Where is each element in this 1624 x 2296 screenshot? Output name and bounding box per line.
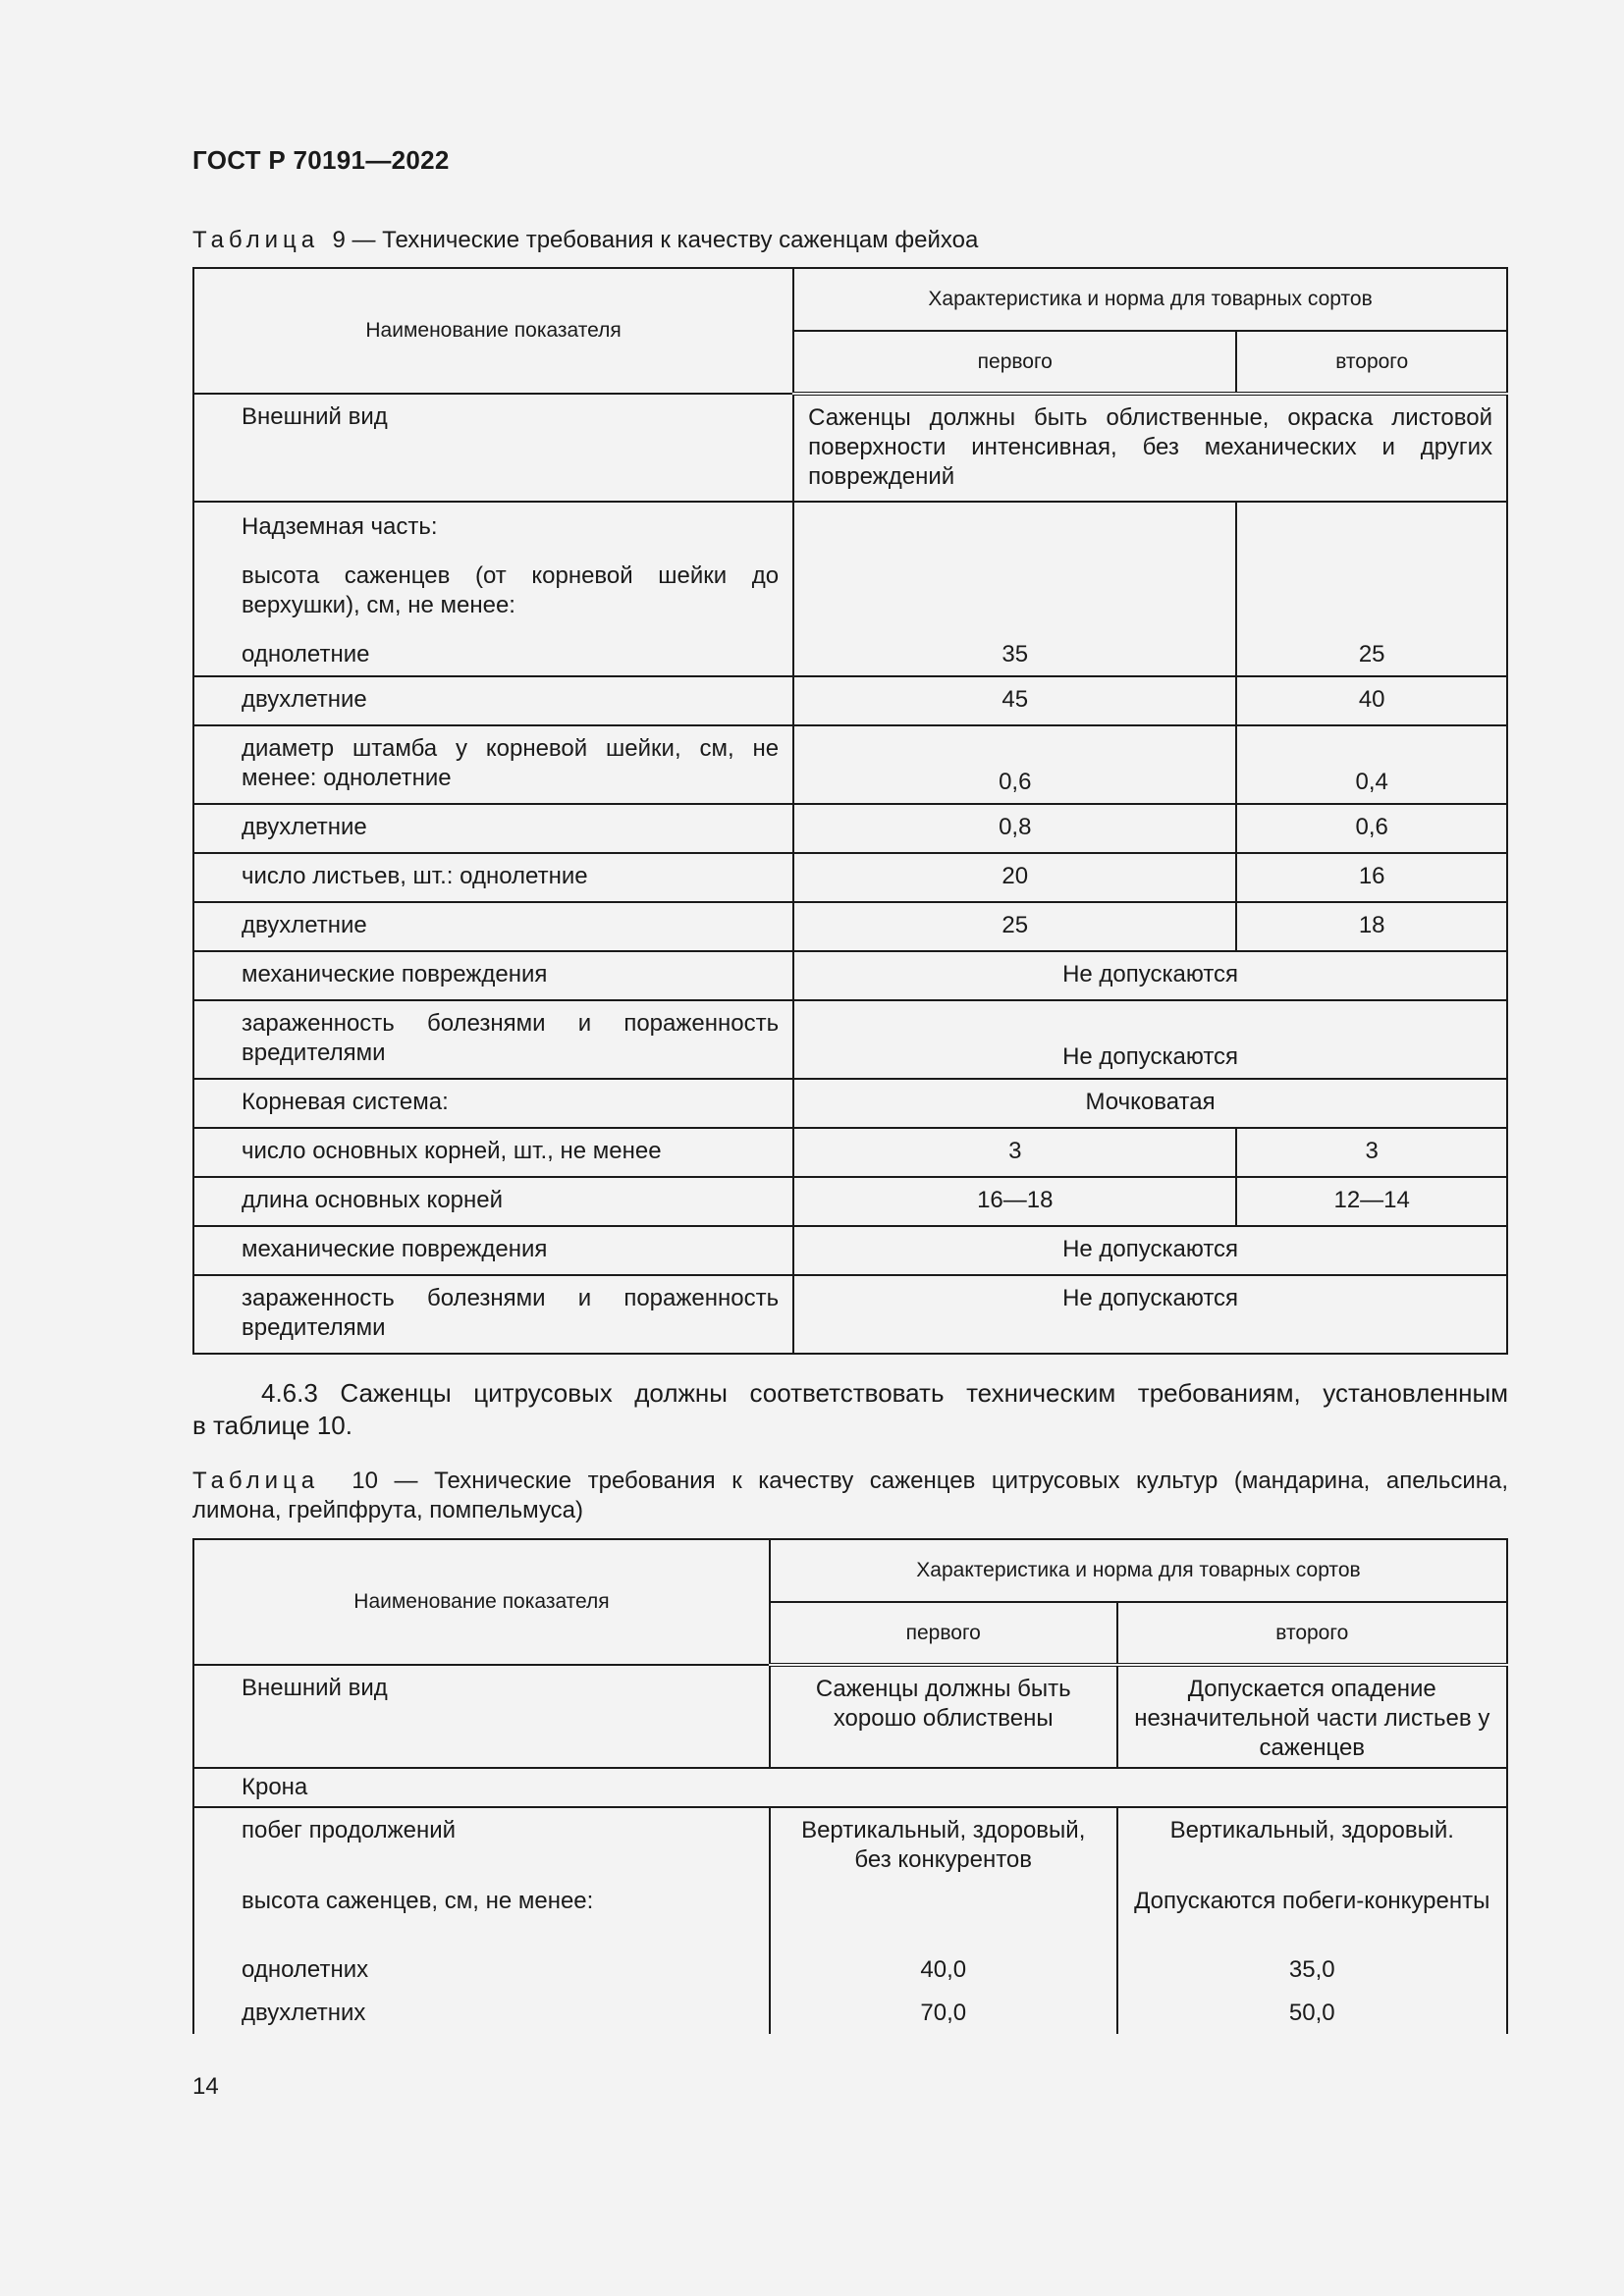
t9-aerial-sublabel: высота саженцев (от корневой шейки до верхушки), см, не менее:	[242, 562, 780, 618]
table9	[192, 267, 1508, 1355]
t9-roots-len-second: 12—14	[1236, 1177, 1507, 1226]
t9-roots-num-first: 3	[793, 1128, 1236, 1177]
t10-height-second: Допускаются побеги-конкуренты	[1117, 1879, 1507, 1948]
t9-dis2-label: зараженность болезнями и пораженность вредителями	[193, 1275, 793, 1354]
table-row	[193, 902, 1507, 951]
table10-caption-label: Таблица	[192, 1468, 320, 1494]
t9-h2-label: двухлетние	[193, 676, 793, 725]
t10-head-first: первого	[770, 1602, 1117, 1665]
document-code: ГОСТ Р 70191—2022	[192, 145, 450, 175]
table-row	[193, 394, 1507, 502]
table-row	[193, 1991, 1507, 2034]
page-number: 14	[192, 2073, 219, 2100]
t9-roots-len-first: 16—18	[793, 1177, 1236, 1226]
t9-d1-label: диаметр штамба у корневой шейки, см, не менее: однолетние	[193, 725, 793, 804]
t10-h1-first: 40,0	[770, 1948, 1117, 1991]
t10-appearance-first: Саженцы должны быть хорошо облиствены	[770, 1665, 1117, 1768]
table9-caption	[192, 226, 1508, 255]
t9-root-value: Мочковатая	[793, 1079, 1507, 1128]
t9-d1-first: 0,6	[793, 725, 1236, 804]
table-row	[193, 853, 1507, 902]
t9-head-first: первого	[793, 331, 1236, 394]
t9-h2-first: 45	[793, 676, 1236, 725]
table10	[192, 1538, 1508, 2034]
t9-head-indicator: Наименование показателя	[193, 268, 793, 394]
t9-h2-second: 40	[1236, 676, 1507, 725]
paragraph-line2: в таблице 10.	[192, 1411, 352, 1440]
table-row	[193, 1000, 1507, 1079]
table9-caption-text: 9 — Технические требования к качеству саженцам фейхоа	[332, 227, 979, 253]
t10-shoot-second: Вертикальный, здоровый.	[1117, 1807, 1507, 1879]
table-row	[193, 1879, 1507, 1948]
t9-l1-first: 20	[793, 853, 1236, 902]
table10-caption-line1-wrap	[192, 1467, 1508, 1496]
t10-h1-label: однолетних	[193, 1948, 770, 1991]
t9-aerial-cell	[193, 502, 793, 676]
t10-h2-first: 70,0	[770, 1991, 1117, 2034]
table-row	[193, 804, 1507, 853]
table-row	[193, 1177, 1507, 1226]
t9-appearance-value: Саженцы должны быть облиственные, окраска листовой поверхности интенсивная, без механических и других повреждений	[793, 394, 1507, 502]
t9-dis2-value: Не допускаются	[793, 1275, 1507, 1354]
t9-l1-second: 16	[1236, 853, 1507, 902]
table-row	[193, 502, 1507, 676]
table-row	[193, 1128, 1507, 1177]
t9-l2-second: 18	[1236, 902, 1507, 951]
t10-h1-second: 35,0	[1117, 1948, 1507, 1991]
t10-head-second: второго	[1117, 1602, 1507, 1665]
t9-head-characteristic: Характеристика и норма для товарных сортов	[793, 268, 1507, 331]
table-row	[193, 951, 1507, 1000]
t9-l2-label: двухлетние	[193, 902, 793, 951]
t9-mech1-value: Не допускаются	[793, 951, 1507, 1000]
t9-mech2-label: механические повреждения	[193, 1226, 793, 1275]
t9-dis1-value: Не допускаются	[793, 1000, 1507, 1079]
paragraph-line1: 4.6.3 Саженцы цитрусовых должны соответствовать техническим требованиям, установленным	[261, 1378, 1508, 1408]
t9-d2-first: 0,8	[793, 804, 1236, 853]
table-row	[193, 1079, 1507, 1128]
t9-d2-label: двухлетние	[193, 804, 793, 853]
table-row	[193, 1807, 1507, 1879]
t10-head-indicator: Наименование показателя	[193, 1539, 770, 1665]
t10-head-characteristic: Характеристика и норма для товарных сортов	[770, 1539, 1507, 1602]
table-row	[193, 1948, 1507, 1991]
t9-d2-second: 0,6	[1236, 804, 1507, 853]
t9-roots-num-label: число основных корней, шт., не менее	[193, 1128, 793, 1177]
t10-appearance-label: Внешний вид	[193, 1665, 770, 1768]
table-row	[193, 1226, 1507, 1275]
t9-roots-num-second: 3	[1236, 1128, 1507, 1177]
t10-shoot-label: побег продолжений	[193, 1807, 770, 1879]
t9-aerial-item: однолетние	[242, 641, 370, 667]
t9-dis1-label: зараженность болезнями и пораженность вредителями	[193, 1000, 793, 1079]
t9-aerial-first: 35	[793, 502, 1236, 676]
t9-aerial-label: Надземная часть:	[242, 513, 438, 540]
paragraph-4-6-3	[192, 1377, 1508, 1442]
table-row	[193, 725, 1507, 804]
table-row	[193, 1275, 1507, 1354]
t9-mech1-label: механические повреждения	[193, 951, 793, 1000]
t10-height-first	[770, 1879, 1117, 1948]
t9-d1-second: 0,4	[1236, 725, 1507, 804]
t9-head-second: второго	[1236, 331, 1507, 394]
table-row	[193, 1768, 1507, 1807]
t9-l1-label: число листьев, шт.: однолетние	[193, 853, 793, 902]
t10-shoot-first: Вертикальный, здоровый, без конкурентов	[770, 1807, 1117, 1879]
table-row	[193, 676, 1507, 725]
t9-l2-first: 25	[793, 902, 1236, 951]
t9-aerial-second: 25	[1236, 502, 1507, 676]
table-row	[193, 1665, 1507, 1768]
t9-appearance-label: Внешний вид	[193, 394, 793, 502]
t10-h2-label: двухлетних	[193, 1991, 770, 2034]
t10-crown-label: Крона	[193, 1768, 1507, 1807]
table9-caption-label: Таблица	[192, 227, 320, 253]
table10-caption-line1: 10 — Технические требования к качеству саженцев цитрусовых культур (мандарина, апельсина,	[352, 1468, 1509, 1494]
t10-appearance-second: Допускается опадение незначительной части листьев у саженцев	[1117, 1665, 1507, 1768]
t10-height-label: высота саженцев, см, не менее:	[193, 1879, 770, 1948]
t9-root-label: Корневая система:	[193, 1079, 793, 1128]
t10-h2-second: 50,0	[1117, 1991, 1507, 2034]
t9-roots-len-label: длина основных корней	[193, 1177, 793, 1226]
t9-mech2-value: Не допускаются	[793, 1226, 1507, 1275]
table10-caption	[192, 1467, 1508, 1525]
table10-caption-line2: лимона, грейпфрута, помпельмуса)	[192, 1497, 584, 1523]
